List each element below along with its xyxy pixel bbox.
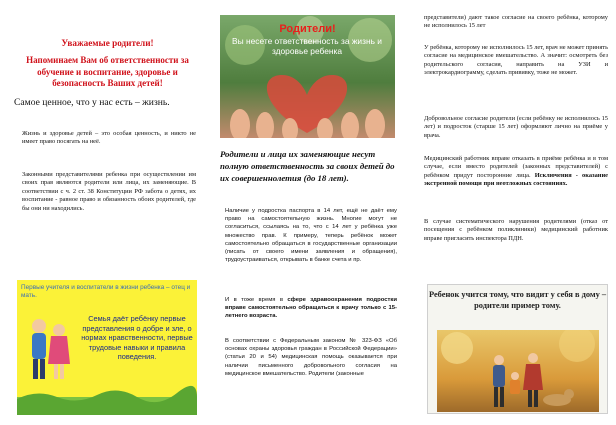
panel-left [0, 0, 205, 425]
greeting-heading: Уважаемые родители! [61, 38, 154, 48]
refusal-text: Медицинский работник вправе отказать в приёме ребёнка и в том случае, если вместо родителей (законных представителей) с ребёнком придут посторонние лица. [424, 155, 608, 179]
paragraph-life-value: Жизнь и здоровье детей – это особая ценность, и никто не имеет право посягать на неё. [22, 130, 196, 146]
quote-box [427, 284, 608, 414]
family-autumn-photo [437, 330, 599, 412]
quote-text: Ребенок учится тому, что видит у себя в дому – родители пример тому. [428, 290, 607, 310]
reminder-subheading: Напоминаем Вам об ответственности за обучение и воспитание, здоровье и безопасность Ваших детей! [26, 55, 189, 88]
healthcare-emphasis: сфере здравоохранения подростки вправе самостоятельно обращаться к врачу только с 15-летнего возраста. [225, 297, 397, 320]
lead-text: Самое ценное, что у нас есть – жизнь. [14, 97, 170, 108]
photo-title: Родители! [279, 23, 336, 35]
paragraph-legal-representatives: Законными представителями ребенка при осуществлении им своих прав являются родители или лица, их заменяющие. В соответствии с ч. 2 ст. 38 Конституции РФ забота о детях, их воспитание - равное право и обязанность обоих родителей, где бы они ни находились. [22, 171, 196, 212]
paragraph-inspector: В случае систематического нарушения родителями (отказ от посещения с ребёнком поликлиники) медицинский работник вправе пригласить инспектора ПДН. [424, 218, 608, 242]
paragraph-healthcare [225, 296, 397, 321]
paragraph-voluntary-consent: Добровольное согласие родители (если ребёнку не исполнилось 15 лет) и подросток (старше 15 лет) оформляют лично на приёме у врача. [424, 115, 608, 139]
family-card [17, 280, 197, 415]
panel-right [410, 0, 616, 425]
responsibility-heading: Родители и лица их заменяющие несут полную ответственность за своих детей до их совершеннолетия (до 18 лет). [220, 149, 395, 183]
healthcare-intro: И в тоже время в [225, 297, 288, 303]
paragraph-under-15: У ребёнка, которому не исполнилось 15 лет, врач не может принять согласие на медицинское вмешательство. А значит: осмотреть без родительского согласия, направить на УЗИ и электрокардиограмму, сделать прививку, тоже не может. [424, 44, 608, 77]
photo-caption: Вы несете ответственность за жизнь и здоровье ребенка [232, 36, 382, 56]
card-title: Первые учителя и воспитатели в жизни ребенка – отец и мать. [21, 284, 191, 299]
family-icon [23, 314, 77, 384]
emergency-exception: Исключения - оказание экстренной помощи при неотложных состояниях. [424, 171, 608, 188]
paragraph-refusal [424, 155, 608, 189]
paragraph-passport: Наличие у подростка паспорта в 14 лет, ещё не даёт ему право на самостоятельную жизнь. Многие могут не согласиться, ссылаясь на то, что с 14 лет у ребёнка уже множество прав. К примеру, теперь ребёнок может самостоятельно обращаться в государственные организации (писать от своего имени заявления и обращения), трудоустраиваться, открывать в банке счета и пр. [225, 208, 397, 264]
card-text: Семья даёт ребёнку первые представления о добре и зле, о нормах нравственности, первые трудовые навыки и правила поведения. [81, 314, 193, 362]
paragraph-consent-continued: представители) дают такое согласие на своего ребёнка, которому не исполнилось 15 лет [424, 14, 608, 30]
panel-center [205, 0, 410, 425]
paragraph-federal-law: В соответствии с Федеральным законом № 323-ФЗ «Об основах охраны здоровья граждан в Российской Федерации» (статьи 20 и 54) медицинская помощь оказывается при наличии письменного добровольного согласия на медицинское вмешательство. Родители (законные [225, 338, 397, 377]
